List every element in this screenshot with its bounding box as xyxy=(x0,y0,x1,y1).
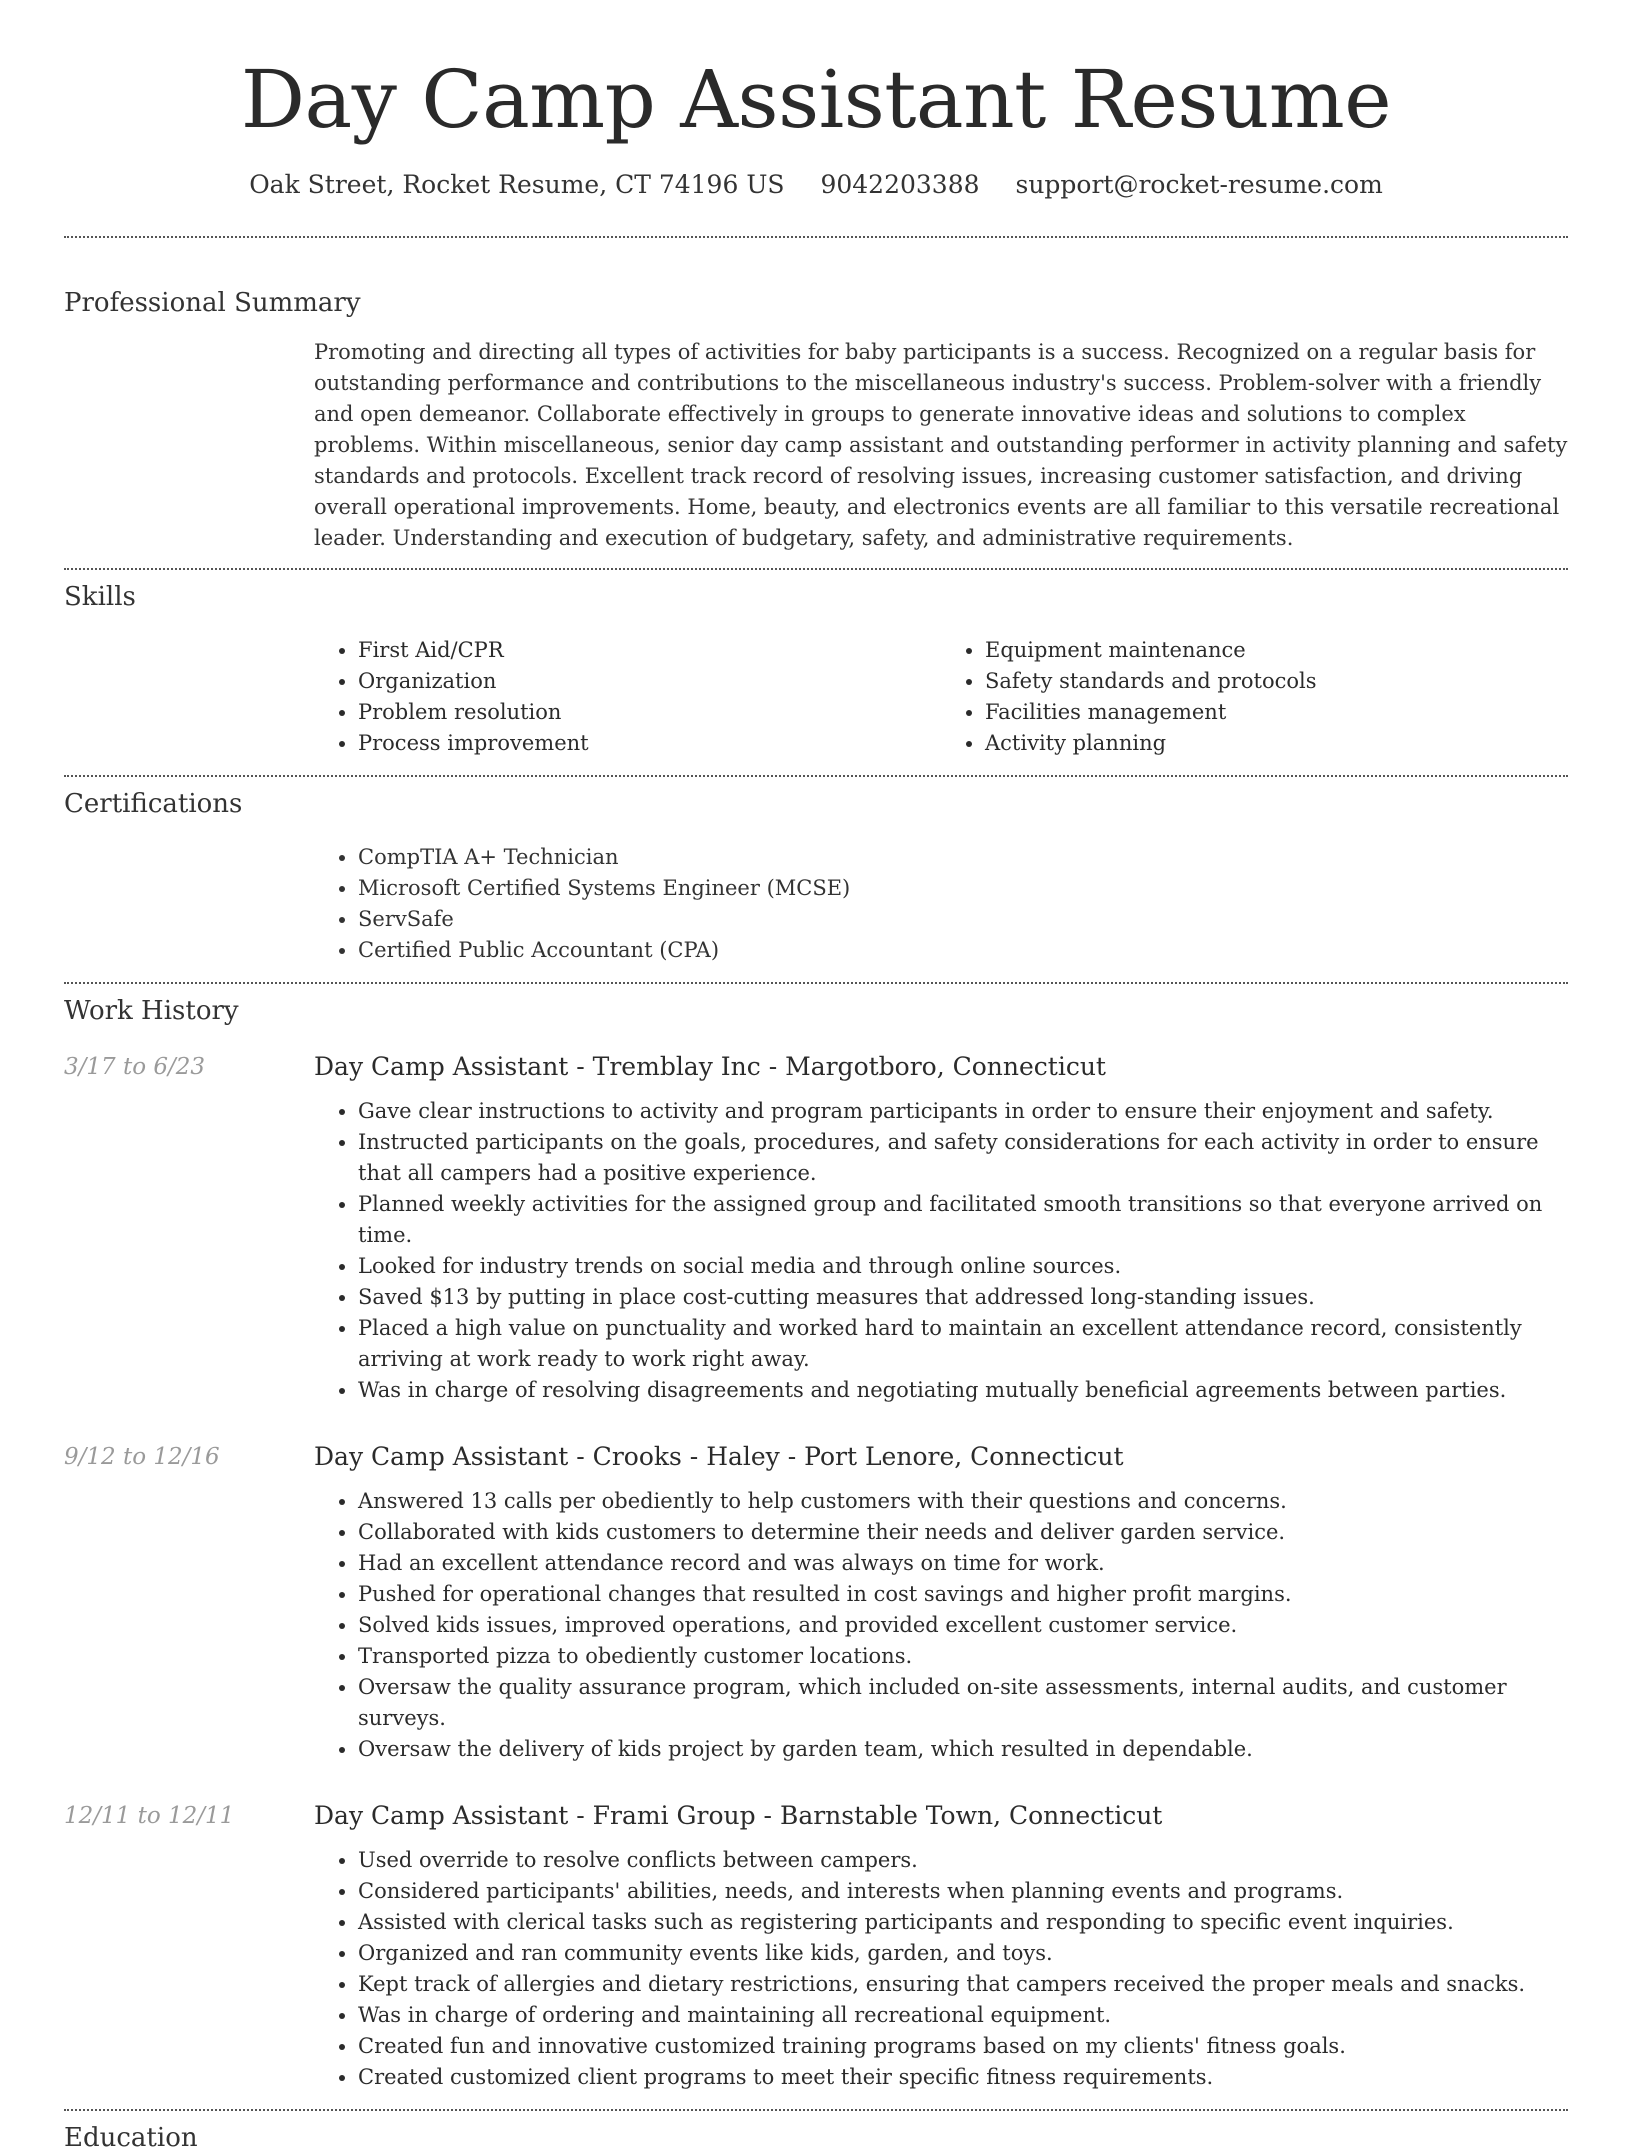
skill-item: • Organization xyxy=(358,666,941,697)
job-bullet: • Placed a high value on punctuality and worked hard to maintain an excellent attendance record, consistently arriving at work ready to work right away. xyxy=(358,1313,1568,1375)
job-bullet: • Was in charge of ordering and maintaining all recreational equipment. xyxy=(358,2000,1568,2031)
job-bullet: • Planned weekly activities for the assigned group and facilitated smooth transitions so that everyone arrived on time. xyxy=(358,1189,1568,1251)
education-section xyxy=(64,2111,1568,2155)
skill-item: • Equipment maintenance xyxy=(985,635,1568,666)
summary-section xyxy=(64,238,1568,568)
job-bullet: • Created customized client programs to meet their specific fitness requirements. xyxy=(358,2062,1568,2093)
skills-heading: Skills xyxy=(64,582,136,612)
job-bullet: • Instructed participants on the goals, procedures, and safety considerations for each activity in order to ensure that all campers had a positive experience. xyxy=(358,1127,1568,1189)
skill-item: • Safety standards and protocols xyxy=(985,666,1568,697)
skill-item: • Problem resolution xyxy=(358,697,941,728)
resume-page xyxy=(64,0,1568,2155)
work-history-heading: Work History xyxy=(64,996,239,1026)
work-history-section xyxy=(64,984,1568,2109)
job-entry xyxy=(64,1799,1568,2109)
job-bullet: • Pushed for operational changes that resulted in cost savings and higher profit margins. xyxy=(358,1579,1568,1610)
job-bullet: • Considered participants' abilities, needs, and interests when planning events and programs. xyxy=(358,1876,1568,1907)
job-bullet: • Created fun and innovative customized training programs based on my clients' fitness goals. xyxy=(358,2031,1568,2062)
job-bullet: • Collaborated with kids customers to determine their needs and deliver garden service. xyxy=(358,1517,1568,1548)
job-heading: Day Camp Assistant - Frami Group - Barnstable Town, Connecticut xyxy=(314,1801,1163,1830)
job-bullet: • Solved kids issues, improved operations, and provided excellent customer service. xyxy=(358,1610,1568,1641)
job-bullet: • Kept track of allergies and dietary restrictions, ensuring that campers received the proper meals and snacks. xyxy=(358,1969,1568,2000)
job-bullet: • Oversaw the delivery of kids project by garden team, which resulted in dependable. xyxy=(358,1734,1568,1765)
job-body xyxy=(314,1799,1568,2093)
contact-email: support@rocket-resume.com xyxy=(1015,170,1383,199)
contact-address: Oak Street, Rocket Resume, CT 74196 US xyxy=(249,170,785,199)
skills-columns xyxy=(314,635,1568,775)
job-body xyxy=(314,1050,1568,1406)
job-bullets xyxy=(314,1845,1568,2093)
certification-item: • ServSafe xyxy=(358,904,1568,935)
certification-item: • Certified Public Accountant (CPA) xyxy=(358,935,1568,966)
summary-text: Promoting and directing all types of activities for baby participants is a success. Recognized on a regular basis for outstanding performance and contributions to the miscellaneous industry's success. Problem-solver with a friendly and open demeanor. Collaborate effectively in groups to generate innovative ideas and solutions to complex problems. Within miscellaneous, senior day camp assistant and outstanding performer in activity planning and safety standards and protocols. Excellent track record of resolving issues, increasing customer satisfaction, and driving overall operational improvements. Home, beauty, and electronics events are all familiar to this versatile recreational leader. Understanding and execution of budgetary, safety, and administrative requirements. xyxy=(314,340,1568,550)
skill-item: • First Aid/CPR xyxy=(358,635,941,666)
job-bullet: • Oversaw the quality assurance program, which included on-site assessments, internal audits, and customer surveys. xyxy=(358,1672,1568,1734)
skills-list-right xyxy=(941,635,1568,759)
certifications-content xyxy=(314,842,1568,982)
certification-item: • CompTIA A+ Technician xyxy=(358,842,1568,873)
job-bullet: • Was in charge of resolving disagreements and negotiating mutually beneficial agreements between parties. xyxy=(358,1375,1568,1406)
summary-heading: Professional Summary xyxy=(64,288,361,318)
certification-item: • Microsoft Certified Systems Engineer (MCSE) xyxy=(358,873,1568,904)
job-bullet: • Assisted with clerical tasks such as registering participants and responding to specific event inquiries. xyxy=(358,1907,1568,1938)
job-bullet: • Looked for industry trends on social media and through online sources. xyxy=(358,1251,1568,1282)
job-dates: 12/11 to 12/11 xyxy=(64,1803,235,1829)
job-heading: Day Camp Assistant - Crooks - Haley - Port Lenore, Connecticut xyxy=(314,1442,1124,1471)
job-bullet: • Organized and ran community events like kids, garden, and toys. xyxy=(358,1938,1568,1969)
skill-item: • Facilities management xyxy=(985,697,1568,728)
education-heading: Education xyxy=(64,2123,198,2153)
resume-title: Day Camp Assistant Resume xyxy=(240,53,1392,146)
job-heading: Day Camp Assistant - Tremblay Inc - Margotboro, Connecticut xyxy=(314,1052,1106,1081)
job-bullet: • Had an excellent attendance record and was always on time for work. xyxy=(358,1548,1568,1579)
job-bullet: • Gave clear instructions to activity and program participants in order to ensure their enjoyment and safety. xyxy=(358,1096,1568,1127)
skill-item: • Activity planning xyxy=(985,728,1568,759)
job-body xyxy=(314,1440,1568,1765)
certifications-section xyxy=(64,777,1568,982)
skill-item: • Process improvement xyxy=(358,728,941,759)
certifications-heading: Certifications xyxy=(64,789,243,819)
contact-line xyxy=(64,168,1568,202)
job-bullet: • Saved $13 by putting in place cost-cutting measures that addressed long-standing issues. xyxy=(358,1282,1568,1313)
job-entry xyxy=(64,1440,1568,1765)
job-dates: 3/17 to 6/23 xyxy=(64,1054,206,1080)
contact-phone: 9042203388 xyxy=(820,170,980,199)
certifications-list xyxy=(314,842,1568,966)
job-entry xyxy=(64,1050,1568,1406)
job-bullet: • Transported pizza to obediently customer locations. xyxy=(358,1641,1568,1672)
job-bullet: • Used override to resolve conflicts between campers. xyxy=(358,1845,1568,1876)
job-dates: 9/12 to 12/16 xyxy=(64,1444,220,1470)
job-bullets xyxy=(314,1096,1568,1406)
skills-section xyxy=(64,570,1568,775)
job-bullets xyxy=(314,1486,1568,1765)
job-bullet: • Answered 13 calls per obediently to help customers with their questions and concerns. xyxy=(358,1486,1568,1517)
skills-list-left xyxy=(314,635,941,759)
